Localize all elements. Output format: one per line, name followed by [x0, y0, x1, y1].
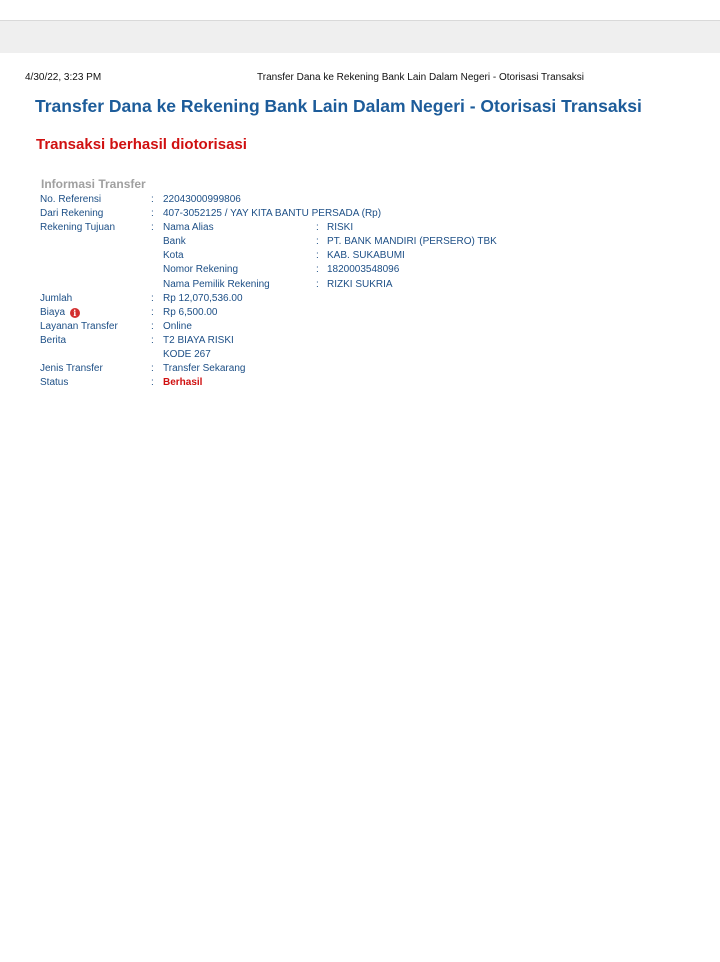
label-layanan-transfer: Layanan Transfer [40, 321, 118, 332]
separator: : [151, 293, 154, 304]
value-biaya: Rp 6,500.00 [163, 307, 218, 318]
label-bank: Bank [163, 236, 186, 247]
separator: : [151, 363, 154, 374]
value-nama-alias: RISKI [327, 222, 354, 233]
separator: : [151, 321, 154, 332]
separator: : [316, 236, 319, 247]
label-biaya: Biaya [40, 307, 66, 318]
separator: : [151, 377, 154, 388]
value-kota: KAB. SUKABUMI [327, 250, 405, 261]
value-bank: PT. BANK MANDIRI (PERSERO) TBK [327, 236, 497, 247]
separator: : [151, 208, 154, 219]
info-icon[interactable]: i [70, 308, 80, 318]
label-kota: Kota [163, 250, 184, 261]
print-date: 4/30/22, 3:23 PM [25, 72, 102, 83]
label-berita: Berita [40, 335, 67, 346]
success-message: Transaksi berhasil diotorisasi [36, 136, 247, 153]
separator: : [316, 279, 319, 290]
value-berita-line2: KODE 267 [163, 349, 211, 360]
separator: : [316, 250, 319, 261]
toolbar-band [0, 21, 720, 53]
value-nama-pemilik: RIZKI SUKRIA [327, 279, 393, 290]
label-status: Status [40, 377, 69, 388]
label-no-referensi: No. Referensi [40, 194, 102, 205]
value-jumlah: Rp 12,070,536.00 [163, 293, 243, 304]
label-jenis-transfer: Jenis Transfer [40, 363, 103, 374]
status-badge: Berhasil [163, 377, 203, 388]
browser-top-bar [0, 0, 720, 21]
separator: : [316, 264, 319, 275]
label-biaya-wrap [40, 306, 80, 319]
separator: : [151, 194, 154, 205]
separator: : [151, 335, 154, 346]
label-nama-pemilik: Nama Pemilik Rekening [163, 279, 270, 290]
label-dari-rekening: Dari Rekening [40, 208, 104, 219]
label-jumlah: Jumlah [40, 293, 73, 304]
label-rekening-tujuan: Rekening Tujuan [40, 222, 116, 233]
label-nomor-rekening: Nomor Rekening [163, 264, 239, 275]
value-no-referensi: 22043000999806 [163, 194, 241, 205]
value-berita-line1: T2 BIAYA RISKI [163, 335, 234, 346]
separator: : [316, 222, 319, 233]
separator: : [151, 307, 154, 318]
separator: : [151, 222, 154, 233]
print-title: Transfer Dana ke Rekening Bank Lain Dalam Negeri - Otorisasi Transaksi [257, 72, 584, 83]
label-nama-alias: Nama Alias [163, 222, 214, 233]
value-nomor-rekening: 1820003548096 [327, 264, 400, 275]
value-layanan-transfer: Online [163, 321, 192, 332]
value-dari-rekening: 407-3052125 / YAY KITA BANTU PERSADA (Rp) [163, 208, 382, 219]
page-title: Transfer Dana ke Rekening Bank Lain Dalam Negeri - Otorisasi Transaksi [35, 96, 642, 116]
value-jenis-transfer: Transfer Sekarang [163, 363, 246, 374]
section-title: Informasi Transfer [41, 177, 146, 191]
